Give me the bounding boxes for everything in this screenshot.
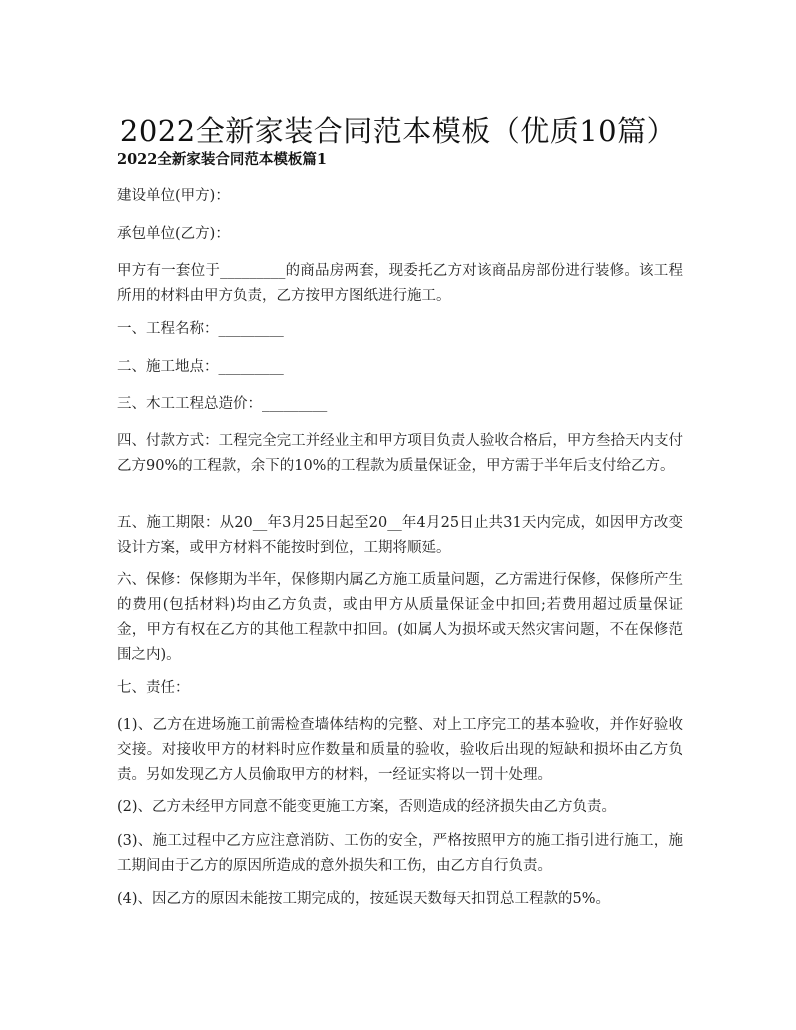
paragraph-party-a: 建设单位(甲方)： bbox=[117, 188, 230, 204]
section-heading: 2022全新家装合同范本模板篇1 bbox=[117, 151, 327, 168]
paragraph-construction-period: 五、施工期限：从20__年3月25日起至20__年4月25日止共31天内完成，如因甲方改变设计方案，或甲方材料不能按时到位，工期将顺延。 bbox=[117, 515, 683, 556]
document-title: 2022全新家装合同范本模板（优质10篇） bbox=[119, 114, 677, 149]
paragraph-responsibility-3: (3)、施工过程中乙方应注意消防、工伤的安全，严格按照甲方的施工指引进行施工，施工期间由于乙方的原因所造成的意外损失和工伤，由乙方自行负责。 bbox=[117, 833, 683, 874]
paragraph-responsibility-4: (4)、因乙方的原因未能按工期完成的，按延误天数每天扣罚总工程款的5%。 bbox=[117, 891, 611, 907]
paragraph-responsibility-2: (2)、乙方未经甲方同意不能变更施工方案，否则造成的经济损失由乙方负责。 bbox=[117, 799, 617, 815]
paragraph-party-b: 承包单位(乙方)： bbox=[117, 226, 230, 242]
paragraph-total-cost: 三、木工工程总造价：_________ bbox=[117, 396, 328, 412]
paragraph-warranty: 六、保修：保修期为半年，保修期内属乙方施工质量问题，乙方需进行保修，保修所产生的费用(包括材料)均由乙方负责，或由甲方从质量保证金中扣回;若费用超过质量保证金，甲方有权在乙方的其他工程款中扣回。(如属人为损坏或天然灾害问题，不在保修范围之内)。 bbox=[117, 572, 683, 663]
paragraph-responsibility-1: (1)、乙方在进场施工前需检查墙体结构的完整、对上工序完工的基本验收，并作好验收交接。对接收甲方的材料时应作数量和质量的验收，验收后出现的短缺和损坏由乙方负责。另如发现乙方人员偷取甲方的材料，一经证实将以一罚十处理。 bbox=[117, 717, 683, 783]
paragraph-payment-terms: 四、付款方式：工程完全完工并经业主和甲方项目负责人验收合格后，甲方叁拾天内支付乙方90%的工程款，余下的10%的工程款为质量保证金，甲方需于半年后支付给乙方。 bbox=[117, 433, 683, 474]
paragraph-project-intro: 甲方有一套位于_________的商品房两套，现委托乙方对该商品房部份进行装修。该工程所用的材料由甲方负责，乙方按甲方图纸进行施工。 bbox=[117, 263, 683, 304]
paragraph-construction-site: 二、施工地点：_________ bbox=[117, 359, 284, 375]
paragraph-project-name: 一、工程名称：_________ bbox=[117, 321, 284, 337]
paragraph-responsibility-heading: 七、责任： bbox=[117, 680, 190, 696]
